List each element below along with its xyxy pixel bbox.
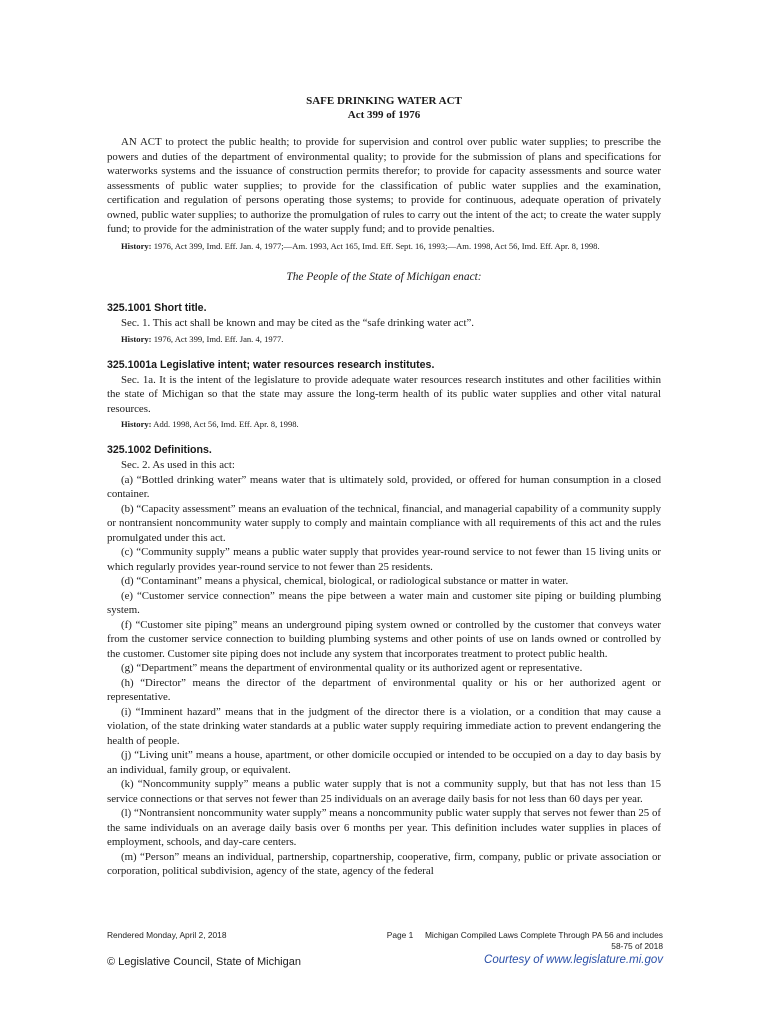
definition-paragraph: (h) “Director” means the director of the department of environmental quality or his or her authorized agent or representative. [107, 676, 661, 703]
definition-paragraph: (c) “Community supply” means a public water supply that provides year-round service to not fewer than 15 living units or which regularly provides year-round service to not fewer than 25 residents. [107, 546, 661, 573]
definition-paragraph: (f) “Customer site piping” means an underground piping system owned or controlled by the customer that conveys water from the customer service connection to building plumbing systems and other points of use on lands owned or controlled by the customer. Customer site piping does not include any system that incorporates treatment to protect public health. [107, 618, 661, 660]
history-label: History: [121, 333, 152, 344]
section-heading-1001: 325.1001 Short title. [107, 302, 207, 314]
definition-paragraph: (e) “Customer service connection” means the pipe between a water main and customer site piping or building plumbing system. [107, 589, 661, 616]
preamble-text: AN ACT to protect the public health; to provide for supervision and control over public water supplies; to prescribe the powers and duties of the department of environmental quality; to provide for the submission of plans and specifications for waterworks systems and the issuance of construction permits therefor; to provide for capacity assessments and source water assessments of public water supplies; to provide for the classification of public water supplies and the examination, certification and regulation of persons operating those systems; to provide for continuous, adequate operation of privately owned, public water supplies; to authorize the promulgation of rules to carry out the intent of the act; to create the water supply fund; to provide for the administration of the water supply fund; and to provide penalties. [107, 136, 661, 235]
page-number: Page 1 [386, 930, 414, 940]
section-body-1001a: Sec. 1a. It is the intent of the legislature to provide adequate water resources research institutes and other facilities within the state of Michigan so that the state may assure the long-term health of its public water supplies and other vital natural resources. [107, 373, 661, 415]
history-label: History: [121, 240, 152, 251]
definition-paragraph: (i) “Imminent hazard” means that in the judgment of the director there is a violation, or a condition that may cause a violation, of the state drinking water standards at a public water supply requiring immediate action to prevent endangering the health of people. [107, 705, 661, 747]
enacting-clause: The People of the State of Michigan enact: [286, 270, 482, 283]
compiled-through-line2: 58-75 of 2018 [611, 941, 663, 951]
courtesy-link[interactable]: Courtesy of www.legislature.mi.gov [484, 954, 663, 966]
act-title: SAFE DRINKING WATER ACT [306, 95, 462, 107]
section-history-1001a [121, 418, 661, 430]
definition-paragraph: (d) “Contaminant” means a physical, chemical, biological, or radiological substance or matter in water. [121, 575, 569, 587]
preamble-history [107, 240, 661, 252]
definition-paragraph: (k) “Noncommunity supply” means a public water supply that is not a community supply, but that has not less than 15 service connections or that serves not fewer than 25 individuals on an average daily basis for not less than 60 days per year. [107, 778, 661, 805]
definition-paragraph: (g) “Department” means the department of environmental quality or its authorized agent or representative. [121, 662, 583, 674]
rendered-date: Rendered Monday, April 2, 2018 [107, 930, 227, 940]
compiled-through-line1: Michigan Compiled Laws Complete Through PA 56 and includes [424, 930, 663, 940]
document-body [107, 94, 661, 879]
footer-compiled-info [387, 930, 663, 952]
definition-paragraph: (m) “Person” means an individual, partnership, copartnership, cooperative, firm, company, public or private association or corporation, political subdivision, agency of the state, agency of the federal [107, 850, 661, 877]
history-text: Add. 1998, Act 56, Imd. Eff. Apr. 8, 1998. [153, 419, 299, 429]
section-body-1001: Sec. 1. This act shall be known and may be cited as the “safe drinking water act”. [121, 317, 475, 329]
section-heading-1002: 325.1002 Definitions. [107, 444, 212, 456]
definition-paragraph: (j) “Living unit” means a house, apartment, or other domicile occupied or intended to be occupied on a day to day basis by an individual, family group, or equivalent. [107, 749, 661, 776]
definition-paragraph: (b) “Capacity assessment” means an evaluation of the technical, financial, and managerial capability of a community supply or nontransient noncommunity water supply to comply and maintain compliance with all requirements of this act and the rules promulgated under this act. [107, 502, 661, 544]
act-number: Act 399 of 1976 [347, 109, 421, 121]
definition-paragraph: (l) “Nontransient noncommunity water supply” means a noncommunity public water supply that serves not fewer than 25 of the same individuals on an average daily basis over 6 months per year. This definition includes water supplies in places of employment, schools, and day-care centers. [107, 807, 661, 848]
history-text: 1976, Act 399, Imd. Eff. Jan. 4, 1977. [153, 333, 284, 344]
section-heading-1001a: 325.1001a Legislative intent; water resources research institutes. [107, 358, 435, 371]
history-text: 1976, Act 399, Imd. Eff. Jan. 4, 1977;—Am. 1993, Act 165, Imd. Eff. Sept. 16, 1993;—Am. 1998, Act 56, Imd. Eff. Apr. 8, 1998. [153, 240, 600, 251]
section-intro-1002: Sec. 2. As used in this act: [121, 459, 235, 471]
copyright-notice: © Legislative Council, State of Michigan [107, 956, 301, 968]
history-label: History: [121, 419, 152, 429]
section-history-1001 [121, 333, 661, 345]
definition-paragraph: (a) “Bottled drinking water” means water that is ultimately sold, provided, or offered for human consumption in a closed container. [107, 473, 661, 500]
